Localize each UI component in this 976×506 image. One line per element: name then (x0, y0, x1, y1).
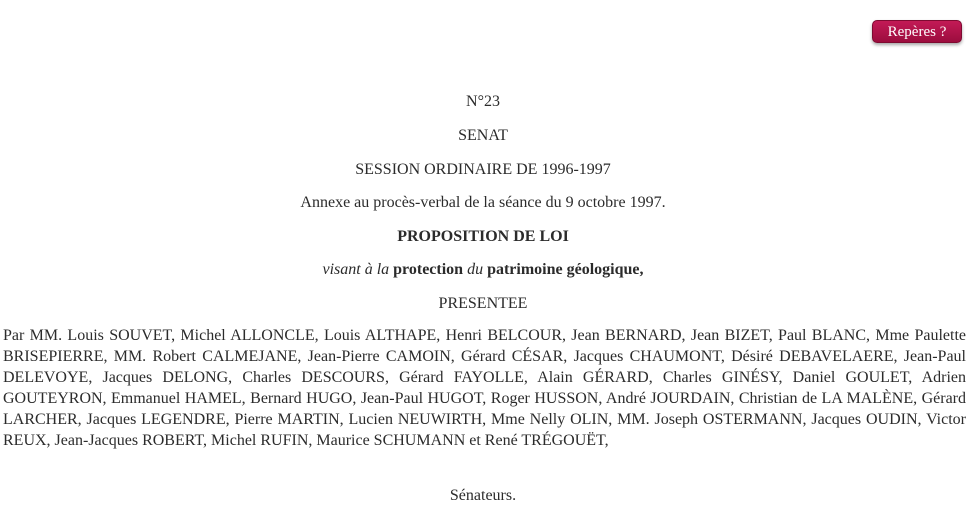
annex-line: Annexe au procès-verbal de la séance du 9 octobre 1997. (300, 194, 666, 211)
session-title: SESSION ORDINAIRE DE 1996-1997 (355, 161, 611, 178)
subject-part-1: visant à la (322, 261, 390, 278)
subject-part-2: protection (393, 261, 464, 278)
presented-label: PRESENTEE (438, 295, 528, 312)
subject-part-3: du (467, 261, 484, 278)
reperes-button[interactable]: Repères ? (872, 20, 962, 43)
signature-line: Sénateurs. (449, 487, 517, 504)
document-number: N°23 (466, 93, 500, 110)
subject-line (0, 260, 966, 280)
document-type: PROPOSITION DE LOI (397, 228, 569, 245)
chamber-name: SENAT (458, 127, 508, 144)
authors-paragraph: Par MM. Louis SOUVET, Michel ALLONCLE, Louis ALTHAPE, Henri BELCOUR, Jean BERNARD, Jean BIZET, Paul BLANC, Mme Paulette BRISEPIERRE, MM. Robert CALMEJANE, Jean-Pierre CAMOIN, Gérard CÉSAR, Jacques CHAUMONT, Désiré DEBAVELAERE, Jean-Paul DELEVOYE, Jacques DELONG, Charles DESCOURS, Gérard FAYOLLE, Alain GÉRARD, Charles GINÉSY, Daniel GOULET, Adrien GOUTEYRON, Emmanuel HAMEL, Bernard HUGO, Jean-Paul HUGOT, Roger HUSSON, André JOURDAIN, Christian de LA MALÈNE, Gérard LARCHER, Jacques LEGENDRE, Pierre MARTIN, Lucien NEUWIRTH, Mme Nelly OLIN, MM. Joseph OSTERMANN, Jacques OUDIN, Victor REUX, Jean-Jacques ROBERT, Michel RUFIN, Maurice SCHUMANN et René TRÉGOUËT, (3, 327, 966, 449)
subject-part-4: patrimoine géologique, (487, 261, 644, 278)
